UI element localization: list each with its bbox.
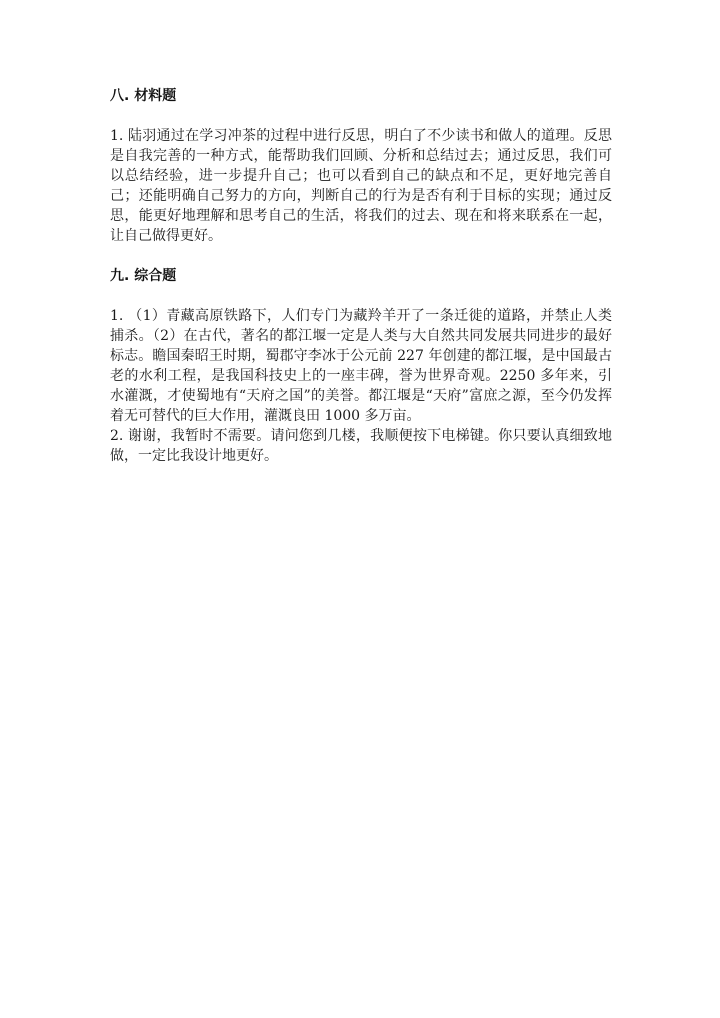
section-comprehensive-questions [110,266,612,466]
section-material-questions [110,86,612,246]
section-heading: 九. 综合题 [110,268,177,284]
document-content [110,86,612,486]
answer-item: 1. （1）青藏高原铁路下，人们专门为藏羚羊开了一条迁徙的道路，并禁止人类捕杀。（2）在古代，著名的都江堰一定是人类与大自然共同发展共同进步的最好标志。瞻国秦昭王时期，蜀郡守李冰于公元前 227 年创建的都江堰，是中国最古老的水利工程，是我国科技史上的一座丰碑，誉为世界奇观。2250 多年来，引水灌溉，才使蜀地有“天府之国”的美誉。都江堰是“天府”富庶之源，至今仍发挥着无可替代的巨大作用，灌溉良田 1000 多万亩。 [110,308,612,424]
answer-item: 1. 陆羽通过在学习冲茶的过程中进行反思，明白了不少读书和做人的道理。反思是自我完善的一种方式，能帮助我们回顾、分析和总结过去；通过反思，我们可以总结经验，进一步提升自己；也可以看到自己的缺点和不足，更好地完善自己；还能明确自己努力的方向，判断自己的行为是否有利于目标的实现；通过反思，能更好地理解和思考自己的生活，将我们的过去、现在和将来联系在一起，让自己做得更好。 [110,128,612,244]
answer-item: 2. 谢谢，我暂时不需要。请问您到几楼，我顺便按下电梯键。你只要认真细致地做，一定比我设计地更好。 [110,428,612,464]
section-heading: 八. 材料题 [110,88,177,104]
